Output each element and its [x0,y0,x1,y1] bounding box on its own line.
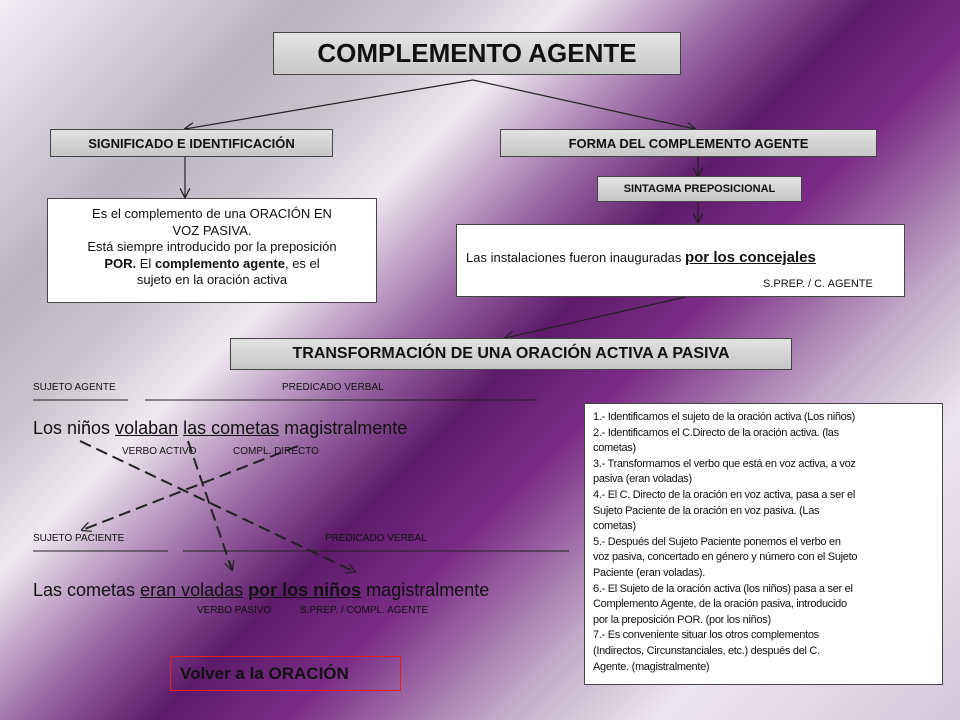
complemento-agente-keyword: complemento agente [154,255,285,271]
passive-verb-label: VERBO PASIVO [197,605,272,616]
active-object: las cometas [183,418,280,438]
step-line: Agente. (magistralmente) [593,660,710,673]
description-box [47,198,377,303]
step-line: voz pasiva, concertado en género y número con el Sujeto [593,551,858,564]
passive-subject-label: SUJETO PACIENTE [33,533,125,544]
active-object-label: COMPL. DIRECTO [233,446,319,457]
description-text: El [136,255,155,271]
example-box [456,224,905,297]
description-line: VOZ PASIVA. [172,222,252,238]
passive-predicate-label: PREDICADO VERBAL [325,533,427,544]
step-line: 5.- Después del Sujeto Paciente ponemos el verbo en [593,535,841,548]
description-text: , es el [284,255,320,271]
passive-verb: eran voladas [140,580,244,600]
step-line: cometas) [593,442,636,455]
example-text: Las instalaciones fueron inauguradas [466,250,685,265]
header-transformacion: TRANSFORMACIÓN DE UNA ORACIÓN ACTIVA A PASIVA [230,338,792,370]
passive-agent: por los niños [248,580,362,600]
por-keyword: POR. [104,255,137,271]
sentence-word: magistralmente [361,580,490,600]
back-to-oracion-link[interactable]: Volver a la ORACIÓN [170,656,401,691]
active-verb-label: VERBO ACTIVO [122,446,197,457]
step-line: 3.- Transformamos el verbo que está en voz activa, a voz [593,457,856,470]
sentence-word: magistralmente [279,418,408,438]
active-verb: volaban [115,418,179,438]
passive-sentence [33,580,489,601]
active-predicate-label: PREDICADO VERBAL [282,382,384,393]
sentence-word: Las cometas [33,580,141,600]
active-sentence [33,418,407,439]
dashed-arrow-object-to-subject [82,446,298,530]
step-line: 1.- Identificamos el sujeto de la oración activa (Los niños) [593,411,856,423]
step-line: Complemento Agente, de la oración pasiva, introducido [593,598,847,611]
step-line: Paciente (eran voladas). [593,566,706,579]
step-line: Sujeto Paciente de la oración en voz pasiva. (Las [593,504,820,517]
step-line: 4.- El C. Directo de la oración en voz activa, pasa a ser el [593,488,856,501]
step-line: pasiva (eran voladas) [593,473,692,486]
arrow-example-to-transformation [505,296,690,338]
example-sentence [466,249,816,266]
example-label: S.PREP. / C. AGENTE [763,278,873,290]
description-line [48,256,376,273]
passive-agent-label: S.PREP. / COMPL. AGENTE [300,605,429,616]
step-line: por la preposición POR. (por los niños) [593,613,771,626]
main-title: COMPLEMENTO AGENTE [273,32,681,75]
step-line: 7.- Es conveniente situar los otros complementos [593,629,819,642]
description-line: Es el complemento de una ORACIÓN EN [92,206,332,221]
steps-box [584,403,943,685]
sentence-word: Los niños [33,418,116,438]
dashed-arrow-subject-to-agent [80,441,355,572]
active-subject-label: SUJETO AGENTE [33,382,116,393]
arrow-title-to-left [185,80,473,129]
step-line: 2.- Identificamos el C.Directo de la oración activa. (las [593,426,839,439]
header-significado: SIGNIFICADO E IDENTIFICACIÓN [50,129,333,157]
step-line: cometas) [593,520,636,533]
example-agent: por los concejales [684,249,816,266]
header-forma: FORMA DEL COMPLEMENTO AGENTE [500,129,877,157]
arrow-title-to-right [473,80,695,129]
description-line: sujeto en la oración activa [136,272,288,287]
header-sintagma: SINTAGMA PREPOSICIONAL [597,176,802,202]
step-line: (Indirectos, Circunstanciales, etc.) después del C. [593,644,820,657]
step-line: 6.- El Sujeto de la oración activa (los niños) pasa a ser el [593,582,853,595]
description-line: Está siempre introducido por la preposición [87,239,337,254]
